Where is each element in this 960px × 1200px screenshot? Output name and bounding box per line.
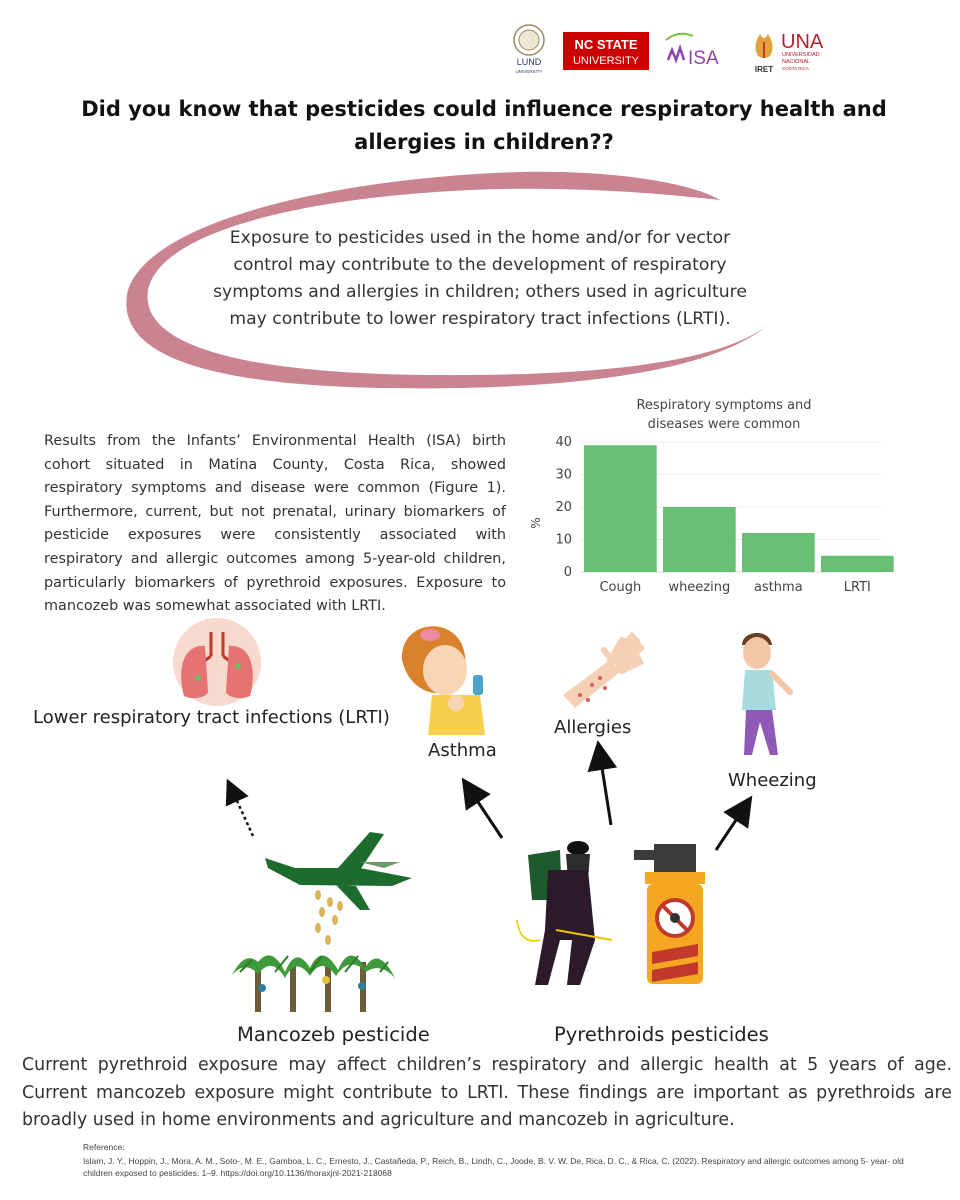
chart-title-line1: Respiratory symptoms and — [636, 398, 812, 413]
svg-text:LUND: LUND — [516, 57, 542, 67]
label-asthma: Asthma — [428, 740, 497, 761]
svg-text:COSTA RICA: COSTA RICA — [782, 66, 809, 71]
svg-text:UNIVERSIDAD: UNIVERSIDAD — [782, 52, 820, 58]
label-lrti: Lower respiratory tract infections (LRTI) — [33, 707, 390, 728]
chart-x-tick-label: wheezing — [668, 580, 731, 595]
dotted-arrow-lrti — [232, 790, 253, 836]
chart-bar-asthma — [742, 533, 815, 572]
spray-drops — [315, 890, 343, 945]
isa-logo — [666, 34, 719, 69]
asthma-child-icon — [402, 626, 485, 735]
lungs-icon — [173, 618, 261, 706]
arrows — [232, 755, 744, 850]
chart-x-tick-label: asthma — [753, 580, 803, 595]
svg-text:IRET: IRET — [754, 65, 774, 74]
label-allergies: Allergies — [554, 717, 632, 738]
results-paragraph: Results from the Infants’ Environmental Health (ISA) birth cohort situated in Matina County, Costa Rica, showed respiratory symptoms and disease were common (Figure 1). Furthermore, current, but not prenatal, urinary biomarkers of pesticide exposures were consistently associated with respiratory and allergic outcomes among 5-year-old children, particularly biomarkers of pyrethroid exposures. Exposure to mancozeb was somewhat associated with LRTI. — [44, 433, 506, 615]
chart-y-label: % — [529, 517, 543, 529]
svg-text:NC STATE: NC STATE — [574, 37, 638, 52]
label-pyrethroids: Pyrethroids pesticides — [554, 1023, 769, 1046]
svg-text:NACIONAL: NACIONAL — [782, 59, 811, 65]
lund-university-logo — [514, 25, 544, 74]
crop-duster-plane-icon — [265, 832, 412, 910]
ellipse-text: Exposure to pesticides used in the home and/or for vector control may contribute to the development of respiratory symptoms and allergies in children; others used in agriculture may contribute to lower respiratory tract infections (LRTI). — [213, 228, 747, 329]
allergic-arm-icon — [563, 636, 641, 708]
chart-bar-lrti — [821, 556, 894, 572]
reference-heading: Reference: — [83, 1142, 125, 1152]
label-mancozeb: Mancozeb pesticide — [237, 1023, 430, 1046]
chart-x-tick-label: LRTI — [843, 580, 871, 595]
illustration-area — [0, 600, 960, 1060]
una-logo — [781, 31, 824, 71]
chart-title-line2: diseases were common — [647, 417, 801, 432]
chart-x-tick-label: Cough — [599, 580, 642, 595]
chart-y-tick-label: 40 — [555, 435, 572, 450]
svg-text:ISA: ISA — [688, 48, 719, 69]
insecticide-can-icon — [634, 844, 705, 984]
chart-y-tick-label: 20 — [555, 500, 572, 515]
chart-y-tick-label: 10 — [555, 532, 572, 548]
page-title: Did you know that pesticides could influence respiratory health and allergies in children?? — [81, 97, 887, 154]
chart-bar-wheezing — [663, 507, 736, 572]
iret-logo — [755, 34, 773, 74]
bar-chart — [520, 390, 900, 605]
svg-text:UNIVERSITY: UNIVERSITY — [515, 69, 543, 74]
nc-state-logo — [563, 32, 649, 70]
conclusion-paragraph: Current pyrethroid exposure may affect children’s respiratory and allergic health at 5 years of age. Current mancozeb exposure might contribute to LRTI. These findings are important as pyrethroids are broadly used in home environments and agriculture and mancozeb in agriculture. — [22, 1055, 952, 1130]
chart-y-tick-label: 0 — [563, 565, 572, 580]
svg-text:UNIVERSITY: UNIVERSITY — [572, 55, 640, 67]
banana-plants-icon — [232, 955, 395, 1012]
wheezing-boy-icon — [742, 633, 790, 755]
sprayer-worker-icon — [517, 841, 612, 985]
arrow-allergies — [600, 755, 611, 825]
chart-y-tick-label: 30 — [555, 467, 572, 483]
label-wheezing: Wheezing — [728, 770, 817, 791]
arrow-wheezing — [716, 808, 744, 850]
svg-text:UNA: UNA — [781, 31, 824, 53]
partner-logos — [508, 22, 838, 76]
arrow-asthma — [470, 790, 502, 838]
chart-bar-cough — [584, 445, 657, 572]
reference-text: Islam, J. Y., Hoppin, J., Mora, A. M., Soto-, M. E., Gamboa, L. C., Ernesto, J., Castañeda, P., Reich, B., Lindh, C., Joode, B. V. W. De, Rica, D. C., & Rica, C. (2022). Respiratory and allergic outcomes among 5- year- old children exposed to pesticides. 1–9. https://doi.org/10.1136/thoraxjnl-2021-218068 — [83, 1156, 904, 1178]
